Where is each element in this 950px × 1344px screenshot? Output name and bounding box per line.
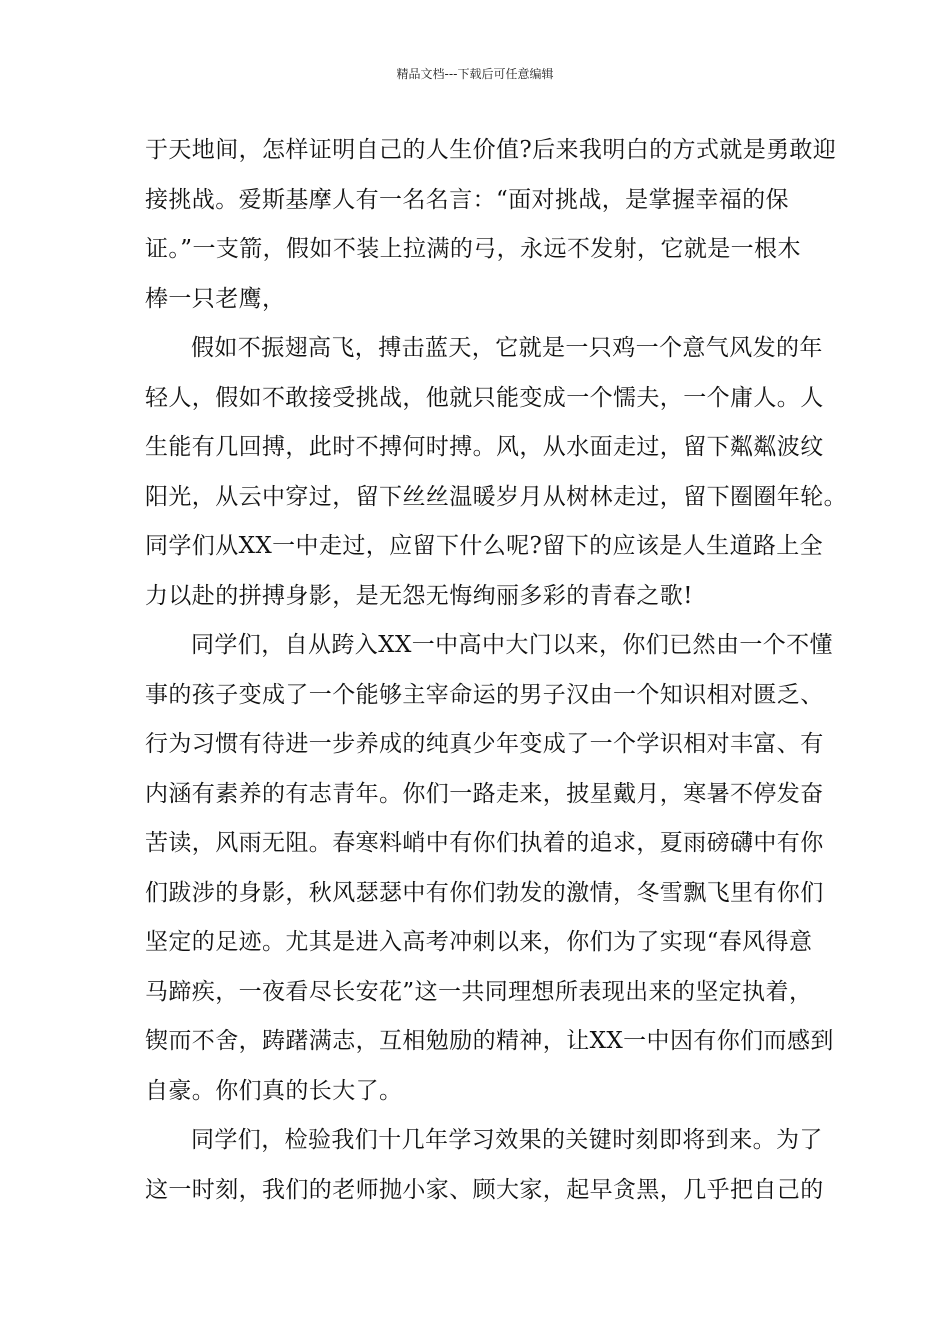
text-line: 阳光，从云中穿过，留下丝丝温暖岁月从树林走过，留下圈圈年轮。 (145, 483, 847, 510)
page-header: 精品文档---下载后可任意编辑 (396, 67, 554, 81)
text-line: 这一时刻，我们的老师抛小家、顾大家，起早贪黑，几乎把自己的 (145, 1176, 824, 1203)
paragraph-first-line: 同学们，检验我们十几年学习效果的关键时刻即将到来。为了 (191, 1127, 823, 1153)
text-line: 力以赴的拼搏身影，是无怨无悔绚丽多彩的青春之歌! (145, 582, 693, 609)
text-line: 证。”一支箭，假如不装上拉满的弓，永远不发射，它就是一根木 (145, 236, 801, 262)
paragraph-first-line: 同学们，自从跨入XX一中高中大门以来，你们已然由一个不懂 (191, 632, 833, 658)
text-line: 同学们从XX一中走过，应留下什么呢?留下的应该是人生道路上全 (145, 533, 824, 559)
text-line: 于天地间，怎样证明自己的人生价值?后来我明白的方式就是勇敢迎 (145, 137, 837, 163)
text-line: 棒一只老鹰， (145, 285, 286, 312)
text-line: 苦读，风雨无阻。春寒料峭中有你们执着的追求，夏雨磅礴中有你 (145, 830, 824, 856)
text-line: 们跋涉的身影，秋风瑟瑟中有你们勃发的激情，冬雪飘飞里有你们 (145, 879, 824, 906)
document-body (145, 126, 847, 1215)
text-line: 坚定的足迹。尤其是进入高考冲刺以来，你们为了实现“春风得意 (145, 929, 813, 955)
paragraph-first-line: 假如不振翅高飞，搏击蓝天，它就是一只鸡一个意气风发的年 (191, 335, 823, 361)
text-line: 行为习惯有待进一步养成的纯真少年变成了一个学识相对丰富、有 (145, 731, 824, 757)
text-line: 自豪。你们真的长大了。 (145, 1077, 403, 1104)
text-line: 内涵有素养的有志青年。你们一路走来，披星戴月，寒暑不停发奋 (145, 780, 824, 807)
text-line: 锲而不舍，踌躇满志，互相勉励的精神，让XX一中因有你们而感到 (145, 1028, 834, 1054)
text-line: 轻人，假如不敢接受挑战，他就只能变成一个懦夫，一个庸人。人 (145, 384, 824, 411)
text-line: 马蹄疾，一夜看尽长安花”这一共同理想所表现出来的坚定执着， (145, 978, 813, 1005)
text-line: 接挑战。爱斯基摩人有一名名言：“面对挑战，是掌握幸福的保 (145, 186, 789, 213)
text-line: 事的孩子变成了一个能够主宰命运的男子汉由一个知识相对匮乏、 (145, 681, 824, 708)
text-line: 生能有几回搏，此时不搏何时搏。风，从水面走过，留下粼粼波纹 (145, 434, 824, 460)
